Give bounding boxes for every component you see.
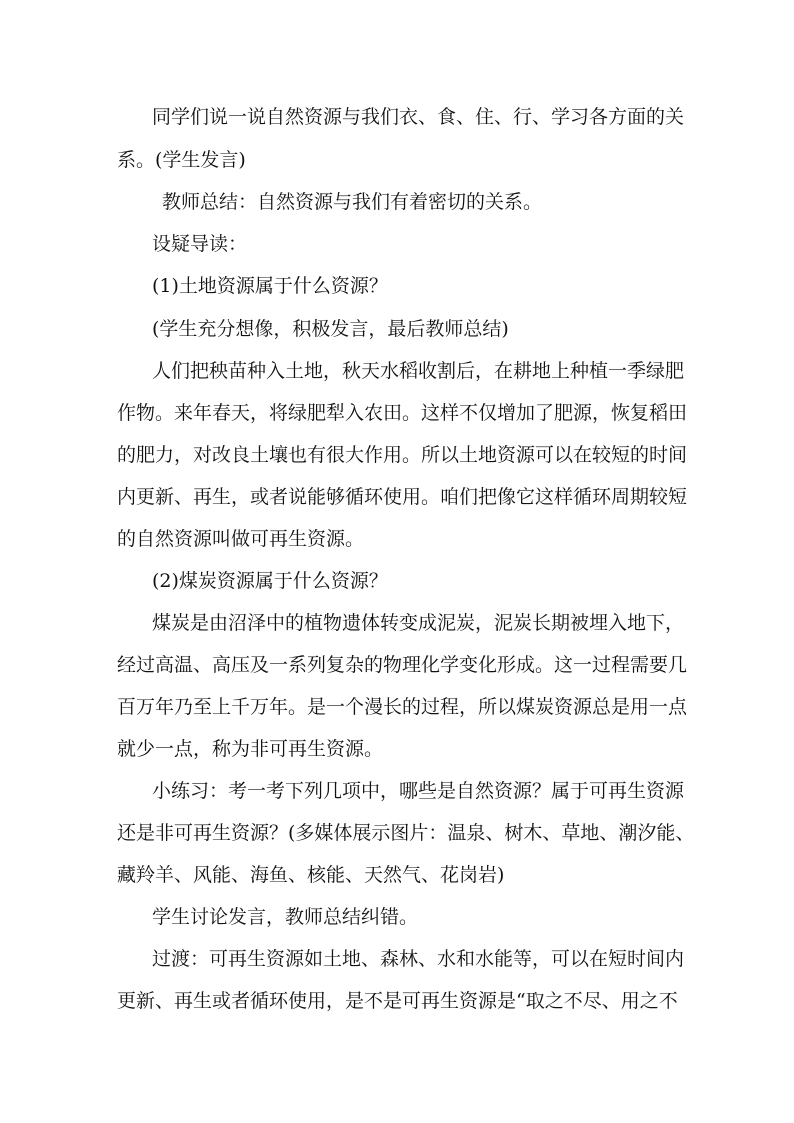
text-line-8: 作物。来年春天，将绿肥犁入农田。这样不仅增加了肥源，恢复稻田 [117, 402, 688, 424]
text-line-9: 的肥力，对改良土壤也有很大作用。所以土地资源可以在较短的时间 [117, 444, 688, 466]
text-line-18: 还是非可再生资源？(多媒体展示图片：温泉、树木、草地、潮汐能、 [117, 822, 695, 844]
text-line-12: (2)煤炭资源属于什么资源？ [152, 570, 388, 592]
text-line-5: (1)土地资源属于什么资源？ [152, 275, 388, 297]
text-line-13: 煤炭是由沼泽中的植物遗体转变成泥炭，泥炭长期被埋入地下， [152, 612, 685, 634]
text-line-2: 系。(学生发言) [117, 149, 246, 171]
text-line-17: 小练习：考一考下列几项中，哪些是自然资源？属于可再生资源 [152, 780, 685, 802]
text-line-4: 设疑导读： [152, 233, 248, 255]
text-line-11: 的自然资源叫做可再生资源。 [117, 528, 365, 550]
text-line-20: 学生讨论发言，教师总结纠错。 [152, 906, 419, 928]
text-line-7: 人们把秧苗种入土地，秋天水稻收割后，在耕地上种植一季绿肥 [152, 360, 685, 382]
text-line-3: 教师总结：自然资源与我们有着密切的关系。 [162, 191, 543, 213]
text-line-19: 藏羚羊、风能、海鱼、核能、天然气、花岗岩) [117, 864, 505, 886]
text-line-15: 百万年乃至上千万年。是一个漫长的过程，所以煤炭资源总是用一点 [117, 696, 688, 718]
text-line-16: 就少一点，称为非可再生资源。 [117, 738, 384, 760]
text-line-14: 经过高温、高压及一系列复杂的物理化学变化形成。这一过程需要几 [117, 654, 688, 676]
text-line-6: (学生充分想像，积极发言，最后教师总结) [152, 318, 509, 340]
text-line-22: 更新、再生或者循环使用，是不是可再生资源是“取之不尽、用之不 [117, 990, 678, 1012]
text-line-1: 同学们说一说自然资源与我们衣、食、住、行、学习各方面的关 [152, 106, 685, 128]
text-line-21: 过渡：可再生资源如土地、森林、水和水能等，可以在短时间内 [152, 948, 685, 970]
text-line-10: 内更新、再生，或者说能够循环使用。咱们把像它这样循环周期较短 [117, 486, 688, 508]
